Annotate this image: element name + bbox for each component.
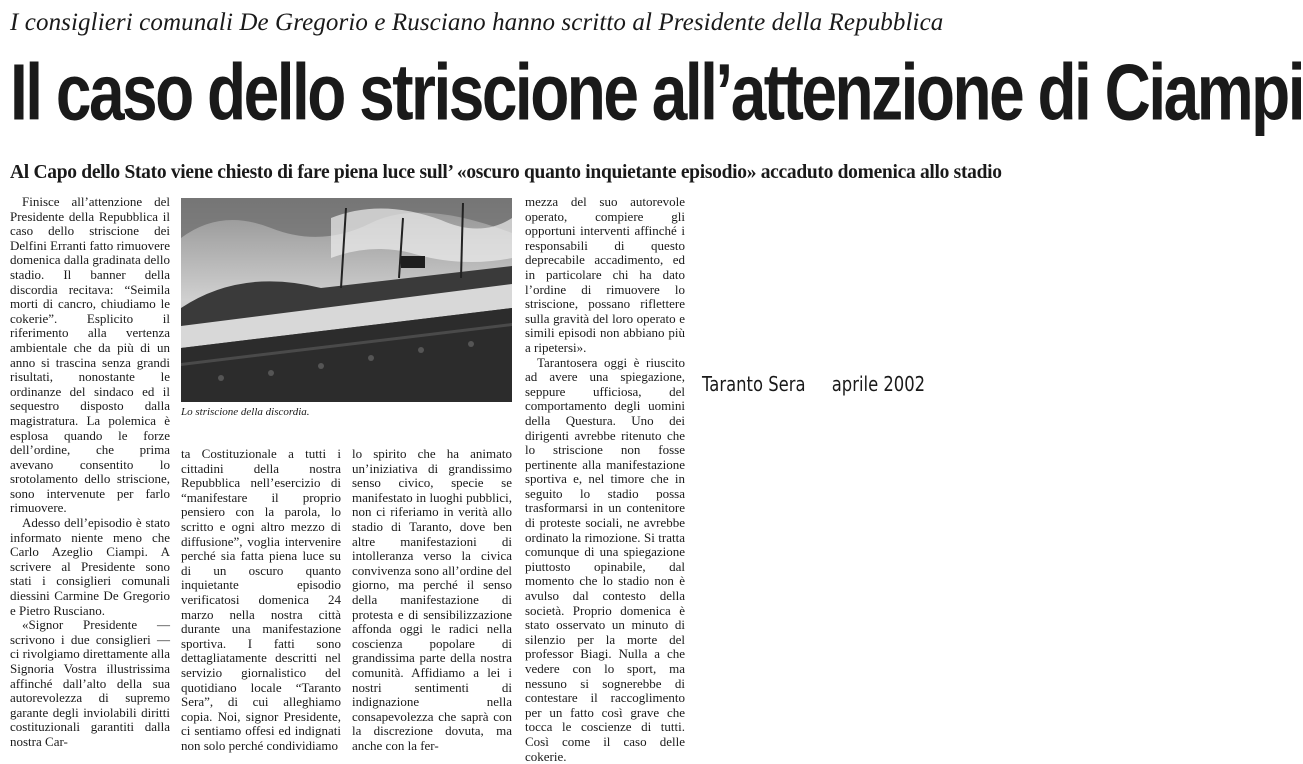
column-1-paragraph-2: Adesso dell’episodio è stato informato niente meno che Carlo Azeglio Ciampi. A scrivere al Presidente sono stati i consiglieri comunali diessini Carmine De Gregorio e Pietro Rusciano.: [10, 515, 170, 618]
source-paper: Taranto Sera: [702, 372, 806, 396]
photo-caption: Lo striscione della discordia.: [181, 406, 310, 418]
article-headline: Il caso dello striscione all’attenzione di Ciampi: [10, 47, 1303, 137]
column-4-paragraph-2: Tarantosera oggi è riuscito ad avere una spiegazione, seppure ufficiosa, del comportamento degli uomini della Questura. Uno dei dirigenti avrebbe ritenuto che lo striscione non fosse pertinente alla manifestazione sportiva e, nel timore che in seguito lo stadio possa trasformarsi in un contenitore di proteste sociali, ne avrebbe ordinato la rimozione. Si tratta comunque di una spiegazione piuttosto opinabile, dal momento che lo stadio non è avulso dal contesto della società. Proprio domenica è stato osservato un minuto di silenzio per la morte del professor Biagi. Nulla a che vedere con lo sport, ma nessuno si sognerebbe di contestare il raccoglimento per un fatto così grave che tocca le coscienze di tutti. Così come il caso delle cokerie.: [525, 354, 685, 764]
stadium-photo: [181, 198, 512, 402]
source-date: aprile 2002: [831, 372, 926, 396]
article-column-3: [352, 446, 512, 753]
article-column-2: [181, 446, 341, 753]
column-1-paragraph-1: Finisce all’attenzione del Presidente della Repubblica il caso dello striscione dei Delfini Erranti fatto rimuovere domenica dalla gradinata dello stadio. Il banner della discordia recitava: “Seimila morti di cancro, chiudiamo le cokerie”. Esplicito il riferimento alla vertenza ambientale che da più di un anno si trascina senza grandi risultati, nonostante le ordinanze del sindaco ed il sequestro disposto dalla magistratura. La polemica è esplosa quando le forze dell’ordine, che prima avevano consentito lo srotolamento dello striscione, sono intervenute per farlo rimuovere.: [10, 194, 170, 516]
column-3-paragraph-1: lo spirito che ha animato un’iniziativa di grandissimo senso civico, specie se manifestato in luoghi pubblici, non ci riferiamo in verità allo stadio di Taranto, dove ben altre manifestazioni di intolleranza verso la civica convivenza sono all’ordine del giorno, ma perché il senso della manifestazione di protesta e di sensibilizzazione affonda oggi le radici nella coscienza popolare di grandissima parte della nostra comunità. Affidiamo a lei i nostri sentimenti di indignazione nella consapevolezza che saprà con la discrezione dovuta, ma anche con la fer-: [352, 446, 512, 753]
article-subheadline: Al Capo dello Stato viene chiesto di fare piena luce sull’ «oscuro quanto inquietante episodio» accaduto domenica allo stadio: [10, 162, 1002, 183]
source-note: [702, 369, 926, 399]
article-column-1: [10, 194, 170, 749]
stadium-banner-illustration: [181, 198, 512, 402]
column-2-paragraph-1: ta Costituzionale a tutti i cittadini della nostra Repubblica nell’esercizio di “manifestare il proprio pensiero con la parola, lo scritto e ogni altro mezzo di diffusione”, voglia intervenire perché sia fatta piena luce su di un oscuro quanto inquietante episodio verificatosi domenica 24 marzo nella nostra città durante una manifestazione sportiva. I fatti sono dettagliatamente descritti nel servizio giornalistico del quotidiano locale “Taranto Sera”, di cui alleghiamo copia. Noi, signor Presidente, ci sentiamo offesi ed indignati non solo perché condividiamo: [181, 446, 341, 753]
article-column-4: [525, 194, 685, 764]
column-1-paragraph-3: «Signor Presidente — scrivono i due consiglieri — ci rivolgiamo direttamente alla Signoria Vostra illustrissima affinché dall’alto della sua autorevolezza di supremo garante degli inviolabili diritti costituzionali garantiti dalla nostra Car-: [10, 617, 170, 749]
article-kicker: I consiglieri comunali De Gregorio e Rusciano hanno scritto al Presidente della Repubblica: [10, 9, 944, 36]
column-4-paragraph-1: mezza del suo autorevole operato, compiere gli opportuni interventi affinché i responsabili di questo deprecabile accadimento, ed in particolare chi ha dato l’ordine di rimuovere lo striscione, possano riflettere sulla gravità del loro operato e simili episodi non abbiano più a ripetersi».: [525, 194, 685, 355]
